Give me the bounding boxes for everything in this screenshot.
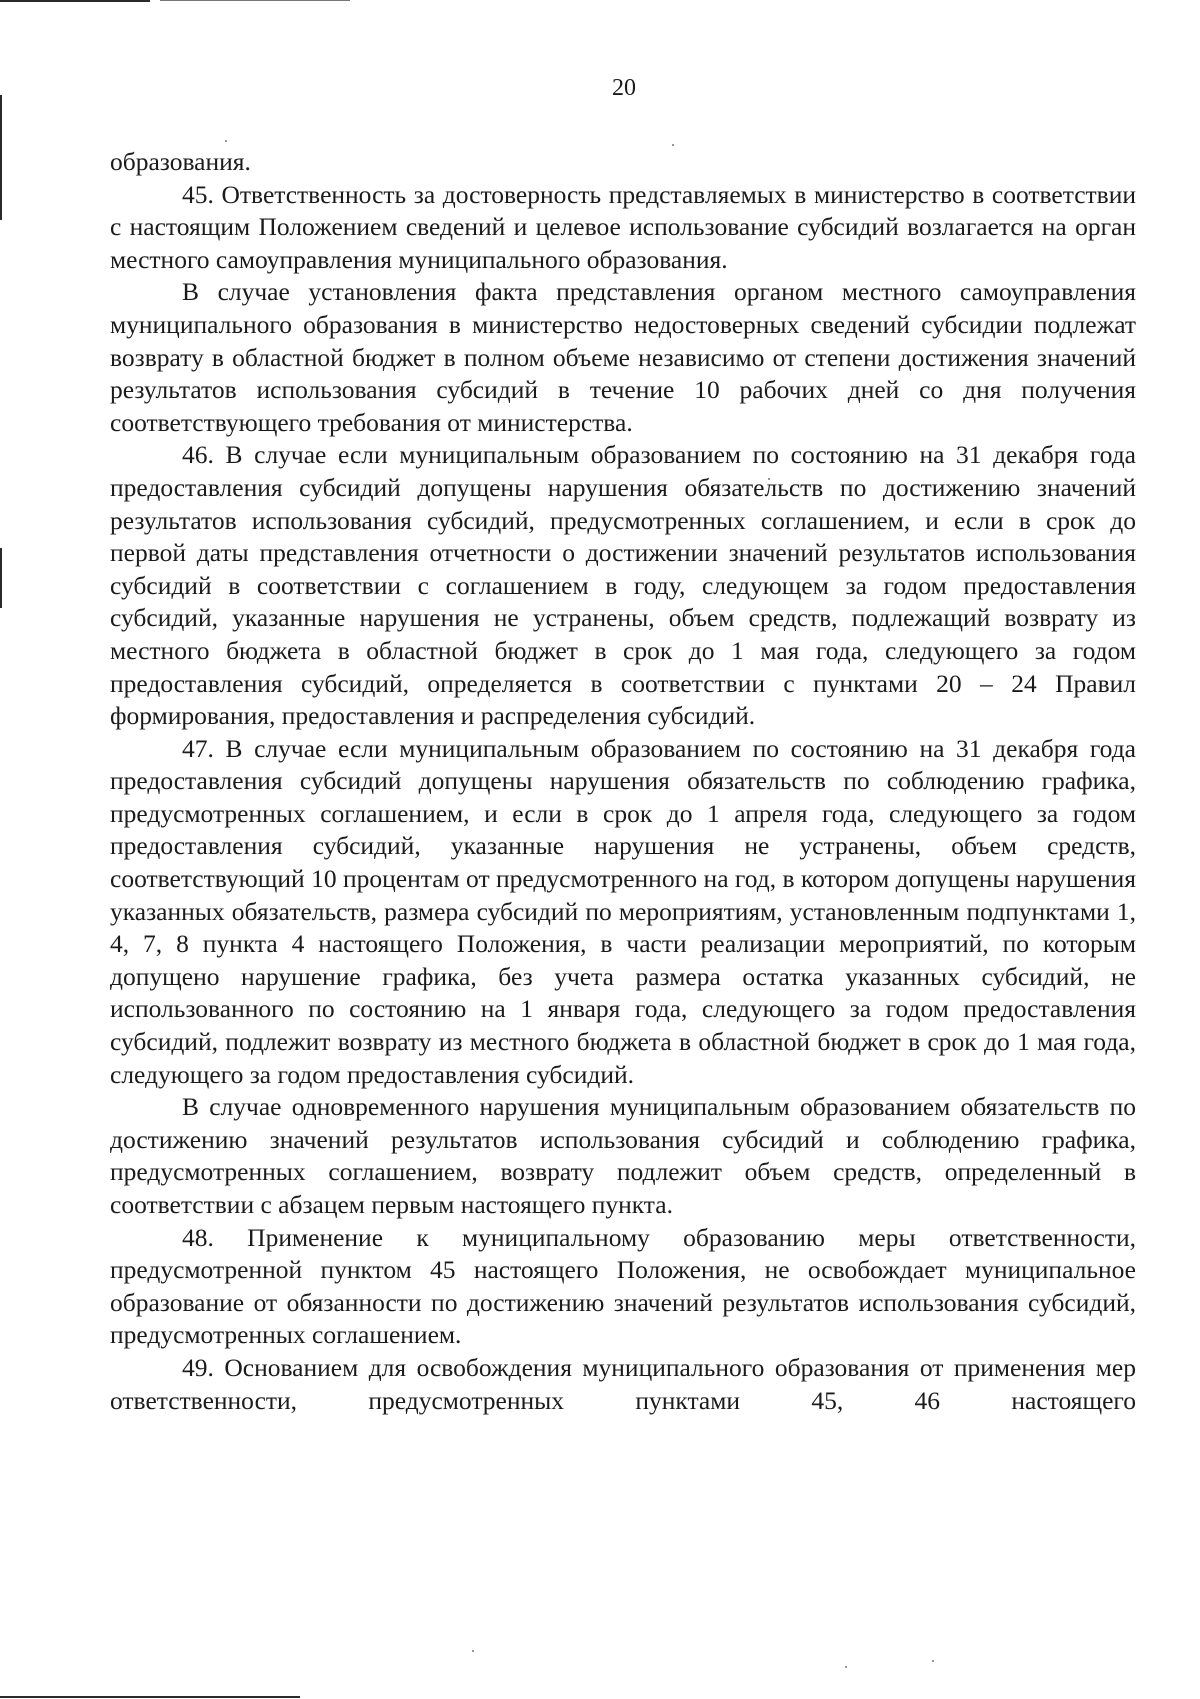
document-body (110, 146, 1136, 1417)
scan-edge-line (0, 0, 150, 2)
scan-edge-line (0, 1696, 300, 1698)
scan-edge-line (160, 0, 350, 1)
scan-edge-line (0, 95, 2, 220)
paragraph-49: 49. Основанием для освобождения муниципального образования от применения мер ответственности, предусмотренных пунктами 45, 46 настоящего (110, 1352, 1136, 1415)
scan-speck (472, 1650, 474, 1652)
paragraph-45: 45. Ответственность за достоверность представляемых в министерство в соответствии с настоящим Положением сведений и целевое использование субсидий возлагается на орган местного самоуправления муниципального образования. (110, 179, 1136, 274)
scan-speck (225, 140, 227, 142)
paragraph-48: 48. Применение к муниципальному образованию меры ответственности, предусмотренной пунктом 45 настоящего Положения, не освобождает муниципальное образование от обязанности по достижению значений результатов использования субсидий, предусмотренных соглашением. (110, 1222, 1136, 1350)
paragraph-continuation: образования. (110, 147, 251, 176)
paragraph-46: 46. В случае если муниципальным образованием по состоянию на 31 декабря года предоставления субсидий допущены нарушения обязательств по достижению значений результатов использования субсидий, предусмотренных соглашением, и если в срок до первой даты представления отчетности о достижении значений результатов использования субсидий в соответствии с соглашением в году, следующем за годом предоставления субсидий, указанные нарушения не устранены, объем средств, подлежащий возврату из местного бюджета в областной бюджет в срок до 1 мая года, следующего за годом предоставления субсидий, определяется в соответствии с пунктами 20 – 24 Правил формирования, предоставления и распределения субсидий. (110, 440, 1136, 731)
scan-edge-line (0, 548, 2, 608)
scan-speck (845, 1666, 847, 1668)
page-number: 20 (612, 75, 636, 101)
paragraph-45-second: В случае установления факта представления органом местного самоуправления муниципального образования в министерство недостоверных сведений субсидии подлежат возврату в областной бюджет в полном объеме независимо от степени достижения значений результатов использования субсидий в течение 10 рабочих дней со дня получения соответствующего требования от министерства. (110, 277, 1136, 437)
scan-speck (932, 1660, 934, 1662)
paragraph-47-second: В случае одновременного нарушения муниципальным образованием обязательств по достижению значений результатов использования субсидий и соблюдению графика, предусмотренных соглашением, возврату подлежит объем средств, определенный в соответствии с абзацем первым настоящего пункта. (110, 1092, 1136, 1219)
paragraph-47: 47. В случае если муниципальным образованием по состоянию на 31 декабря года предоставления субсидий допущены нарушения обязательств по соблюдению графика, предусмотренных соглашением, и если в срок до 1 апреля года, следующего за годом предоставления субсидий, указанные нарушения не устранены, объем средств, соответствующий 10 процентам от предусмотренного на год, в котором допущены нарушения указанных обязательств, размера субсидий по мероприятиям, установленным подпунктами 1, 4, 7, 8 пункта 4 настоящего Положения, в части реализации мероприятий, по которым допущено нарушение графика, без учета размера остатка указанных субсидий, не использованного по состоянию на 1 января года, следующего за годом предоставления субсидий, подлежит возврату из местного бюджета в областной бюджет в срок до 1 мая года, следующего за годом предоставления субсидий. (110, 733, 1136, 1089)
